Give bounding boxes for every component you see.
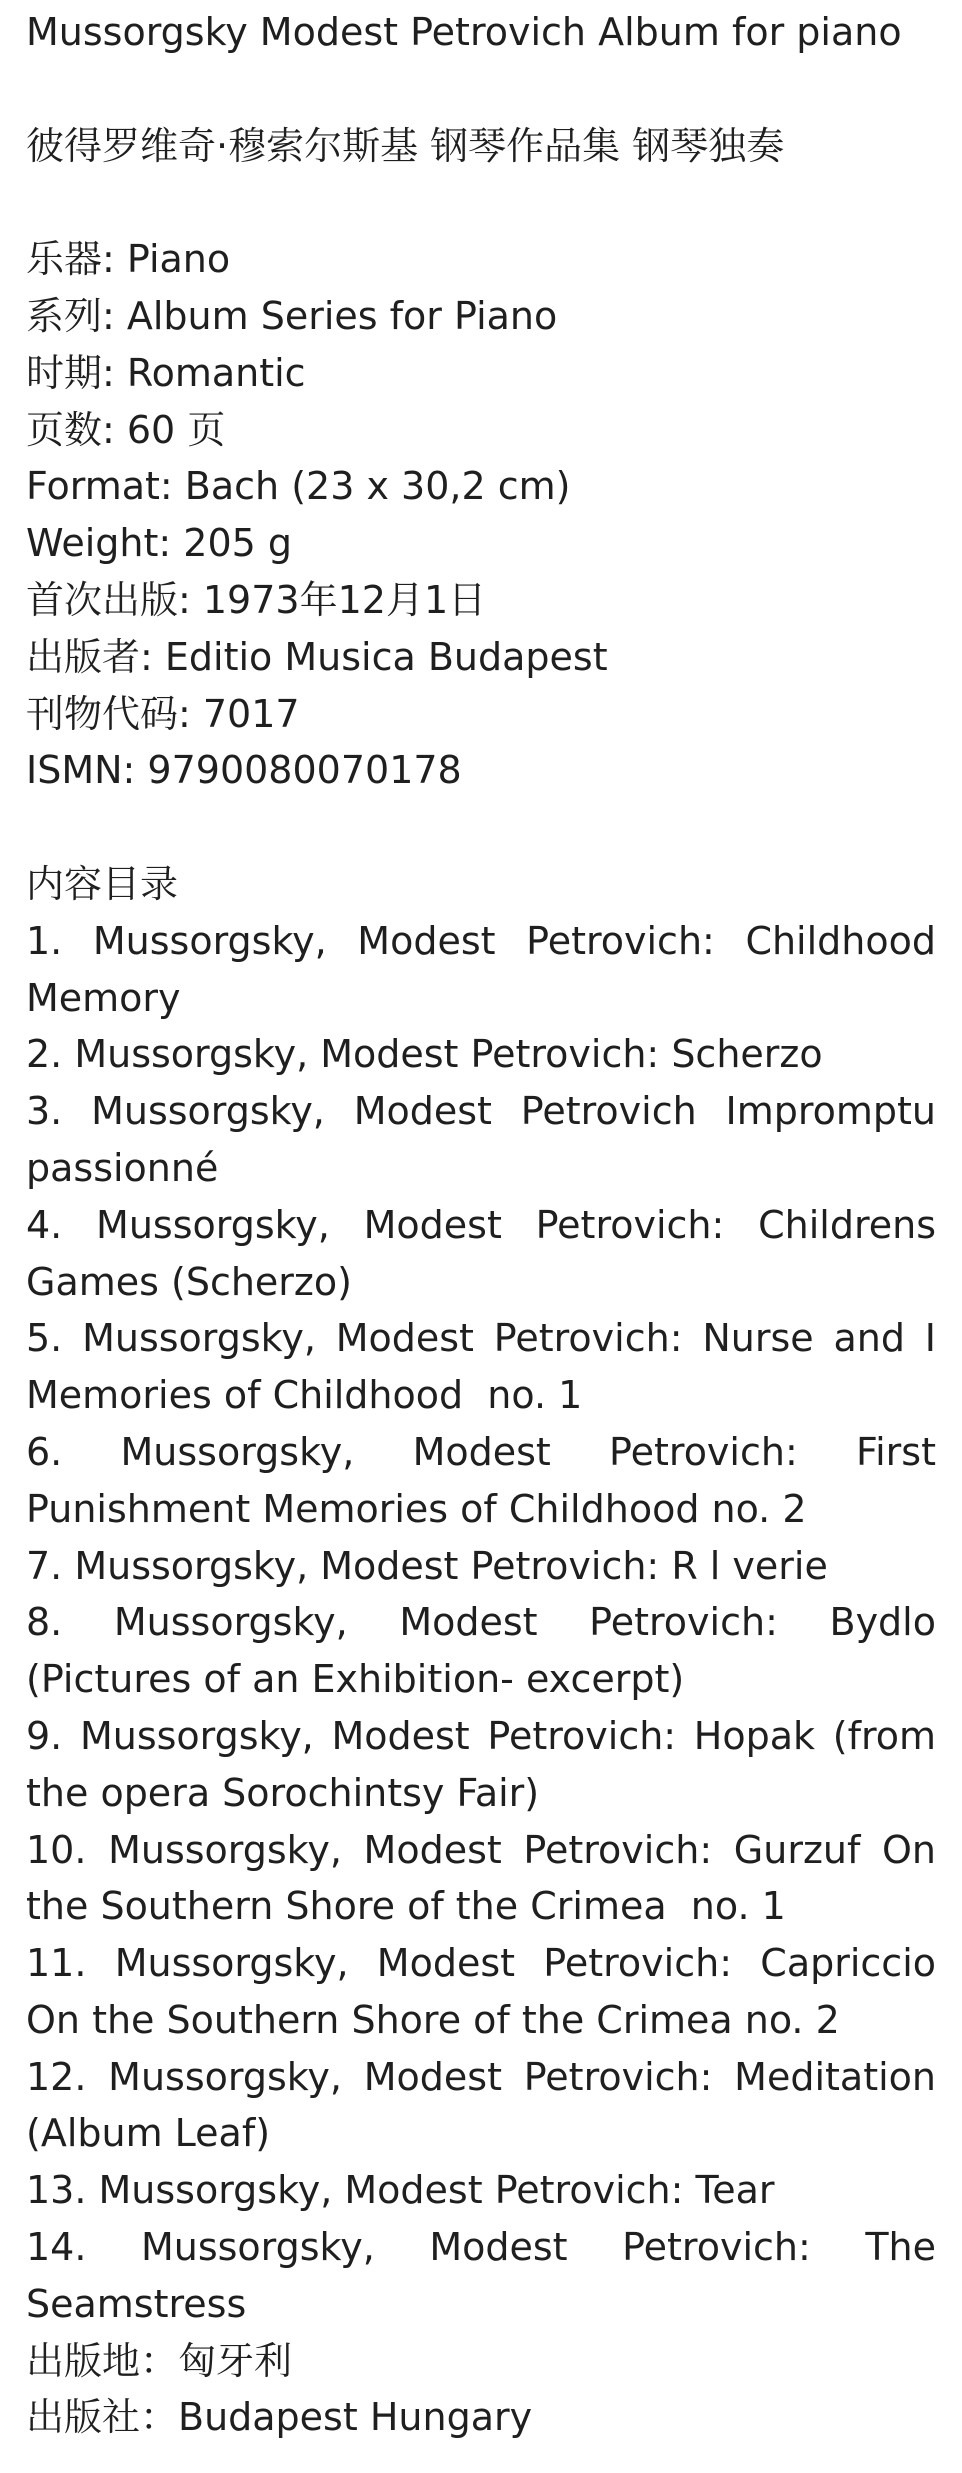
contents-item: 9. Mussorgsky, Modest Petrovich: Hopak (from the opera Sorochintsy Fair) — [26, 1713, 949, 1815]
contents-item: 3. Mussorgsky, Modest Petrovich Impromptu passionné — [26, 1089, 949, 1190]
contents-item: 6. Mussorgsky, Modest Petrovich: First Punishment Memories of Childhood no. 2 — [26, 1429, 949, 1531]
spacer — [26, 174, 936, 231]
contents-item: 5. Mussorgsky, Modest Petrovich: Nurse and I Memories of Childhood no. 1 — [26, 1316, 949, 1418]
detail-ismn: ISMN: 9790080070178 — [26, 748, 462, 793]
detail-pages: 页数: 60 页 — [26, 407, 226, 452]
contents-item: 12. Mussorgsky, Modest Petrovich: Meditation (Album Leaf) — [26, 2054, 949, 2156]
detail-publication-code: 刊物代码: 7017 — [26, 691, 300, 736]
spacer — [26, 799, 936, 856]
detail-instrument: 乐器: Piano — [26, 237, 231, 282]
title-chinese: 彼得罗维奇·穆索尔斯基 钢琴作品集 钢琴独奏 — [26, 123, 785, 168]
contents-item: 7. Mussorgsky, Modest Petrovich: R l verie — [26, 1543, 828, 1588]
contents-item: 8. Mussorgsky, Modest Petrovich: Bydlo (Pictures of an Exhibition- excerpt) — [26, 1600, 949, 1702]
spacer — [26, 61, 936, 118]
detail-series: 系列: Album Series for Piano — [26, 293, 558, 338]
contents-item: 1. Mussorgsky, Modest Petrovich: Childhood Memory — [26, 918, 949, 1020]
detail-weight: Weight: 205 g — [26, 521, 292, 566]
contents-item: 2. Mussorgsky, Modest Petrovich: Scherzo — [26, 1032, 823, 1077]
contents-item: 4. Mussorgsky, Modest Petrovich: Childrens Games (Scherzo) — [26, 1202, 949, 1304]
contents-item: 10. Mussorgsky, Modest Petrovich: Gurzuf On the Southern Shore of the Crimea no. 1 — [26, 1827, 949, 1929]
footer-publication-place: 出版地：匈牙利 — [26, 2338, 293, 2383]
contents-item: 13. Mussorgsky, Modest Petrovich: Tear — [26, 2168, 775, 2213]
details-list — [26, 231, 936, 799]
footer-publisher: 出版社：Budapest Hungary — [26, 2395, 533, 2440]
detail-first-published: 首次出版: 1973年12月1日 — [26, 577, 487, 622]
contents-heading: 内容目录 — [26, 861, 179, 906]
contents-list — [26, 913, 949, 2333]
detail-period: 时期: Romantic — [26, 350, 306, 395]
detail-publisher: 出版者: Editio Musica Budapest — [26, 634, 608, 679]
title-english: Mussorgsky Modest Petrovich Album for piano — [26, 10, 902, 54]
contents-item: 11. Mussorgsky, Modest Petrovich: Capriccio On the Southern Shore of the Crimea no. 2 — [26, 1941, 949, 2042]
contents-item: 14. Mussorgsky, Modest Petrovich: The Seamstress — [26, 2225, 949, 2326]
detail-format: Format: Bach (23 x 30,2 cm) — [26, 464, 571, 509]
